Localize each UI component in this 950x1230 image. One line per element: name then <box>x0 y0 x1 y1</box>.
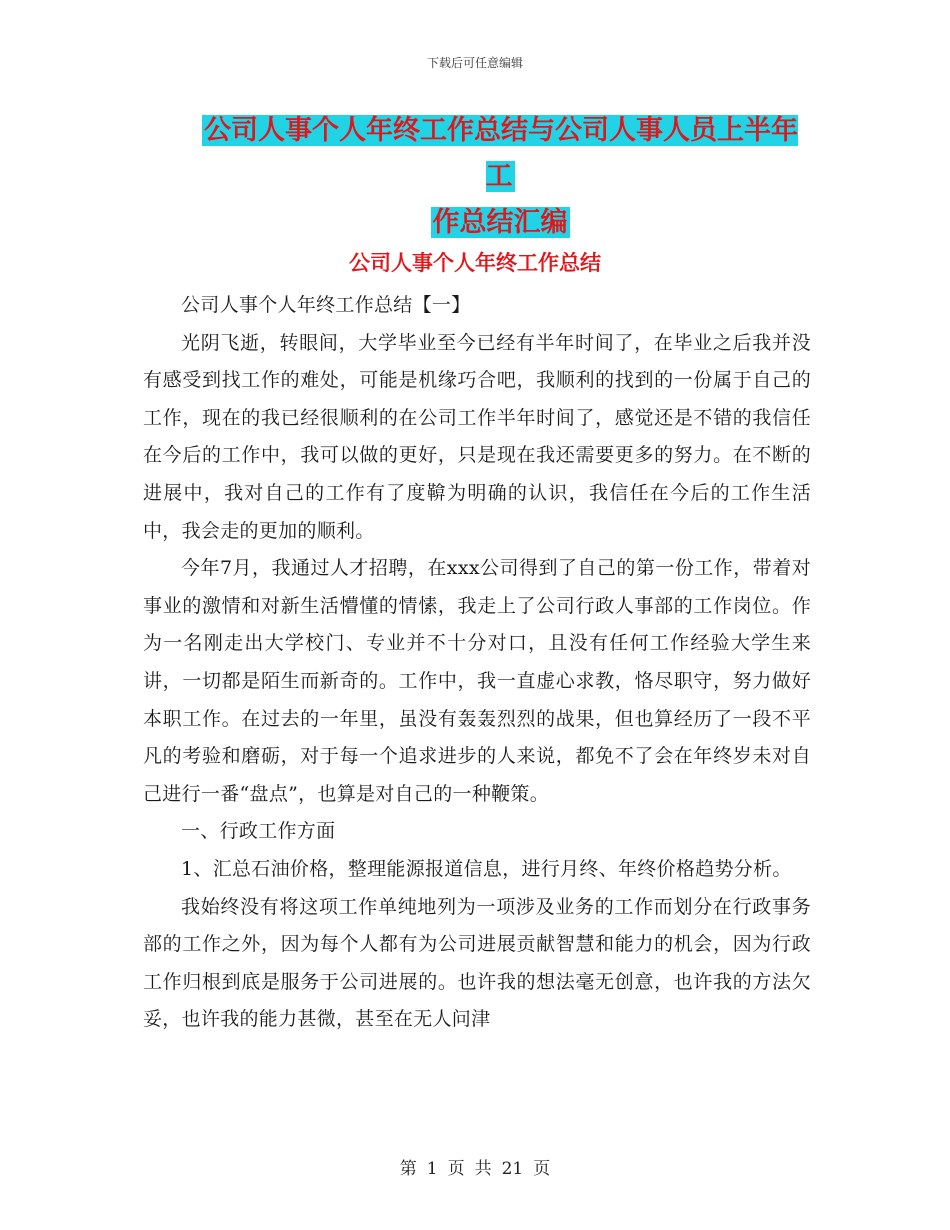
section-title: 公司人事个人年终工作总结 <box>349 251 601 275</box>
footer-page-prefix: 第 <box>399 1159 417 1179</box>
paragraph: 今年7月，我通过人才招聘，在xxx公司得到了自己的第一份工作，带着对事业的激情和对新生活懵懂的情愫，我走上了公司行政人事部的工作岗位。作为一名刚走出大学校门、专业并不十分对口，且没有任何工作经验大学生来讲，一切都是陌生而新奇的。工作中，我一直虚心求教，恪尽职守，努力做好本职工作。在过去的一年里，虽没有轰轰烈烈的战果，但也算经历了一段不平凡的考验和磨砺，对于每一个追求进步的人来说，都免不了会在年终岁未对自己进行一番“盘点”，也算是对自己的一种鞭策。 <box>143 557 811 805</box>
document-title-line1: 公司人事个人年终工作总结与公司人事人员上半年工 <box>204 115 798 192</box>
footer-page-number: 1 <box>426 1159 438 1179</box>
document-body <box>143 287 811 1039</box>
footer-total-pages: 21 <box>501 1159 524 1179</box>
paragraph: 光阴飞逝，转眼间，大学毕业至今已经有半年时间了，在毕业之后我并没有感受到找工作的难处，可能是机缘巧合吧，我顺利的找到的一份属于自己的工作，现在的我已经很顺利的在公司工作半年时间了，感觉还是不错的我信任在今后的工作中，我可以做的更好，只是现在我还需要更多的努力。在不断的进展中，我对自己的工作有了度鞥为明确的认识，我信任在今后的工作生活中，我会走的更加的顺利。 <box>143 331 811 542</box>
paragraph: 1、汇总石油价格，整理能源报道信息，进行月终、年终价格趋势分析。 <box>181 857 792 880</box>
page-footer <box>0 1154 950 1179</box>
paragraph-heading: 一、行政工作方面 <box>181 820 336 843</box>
paragraph: 我始终没有将这项工作单纯地列为一项涉及业务的工作而划分在行政事务部的工作之外，因为每个人都有为公司进展贡献智慧和能力的机会，因为行政工作归根到底是服务于公司进展的。也许我的想法毫无创意，也许我的方法欠妥，也许我的能力甚微，甚至在无人问津 <box>143 895 811 1031</box>
header-note: 下载后可任意编辑 <box>426 56 523 70</box>
footer-page-unit: 页 <box>447 1159 465 1179</box>
footer-total-unit: 页 <box>533 1159 551 1179</box>
paragraph-subheading: 公司人事个人年终工作总结【一】 <box>181 294 471 316</box>
footer-total-prefix: 共 <box>474 1159 492 1179</box>
document-title-line2: 作总结汇编 <box>432 207 568 238</box>
document-title <box>190 108 810 246</box>
